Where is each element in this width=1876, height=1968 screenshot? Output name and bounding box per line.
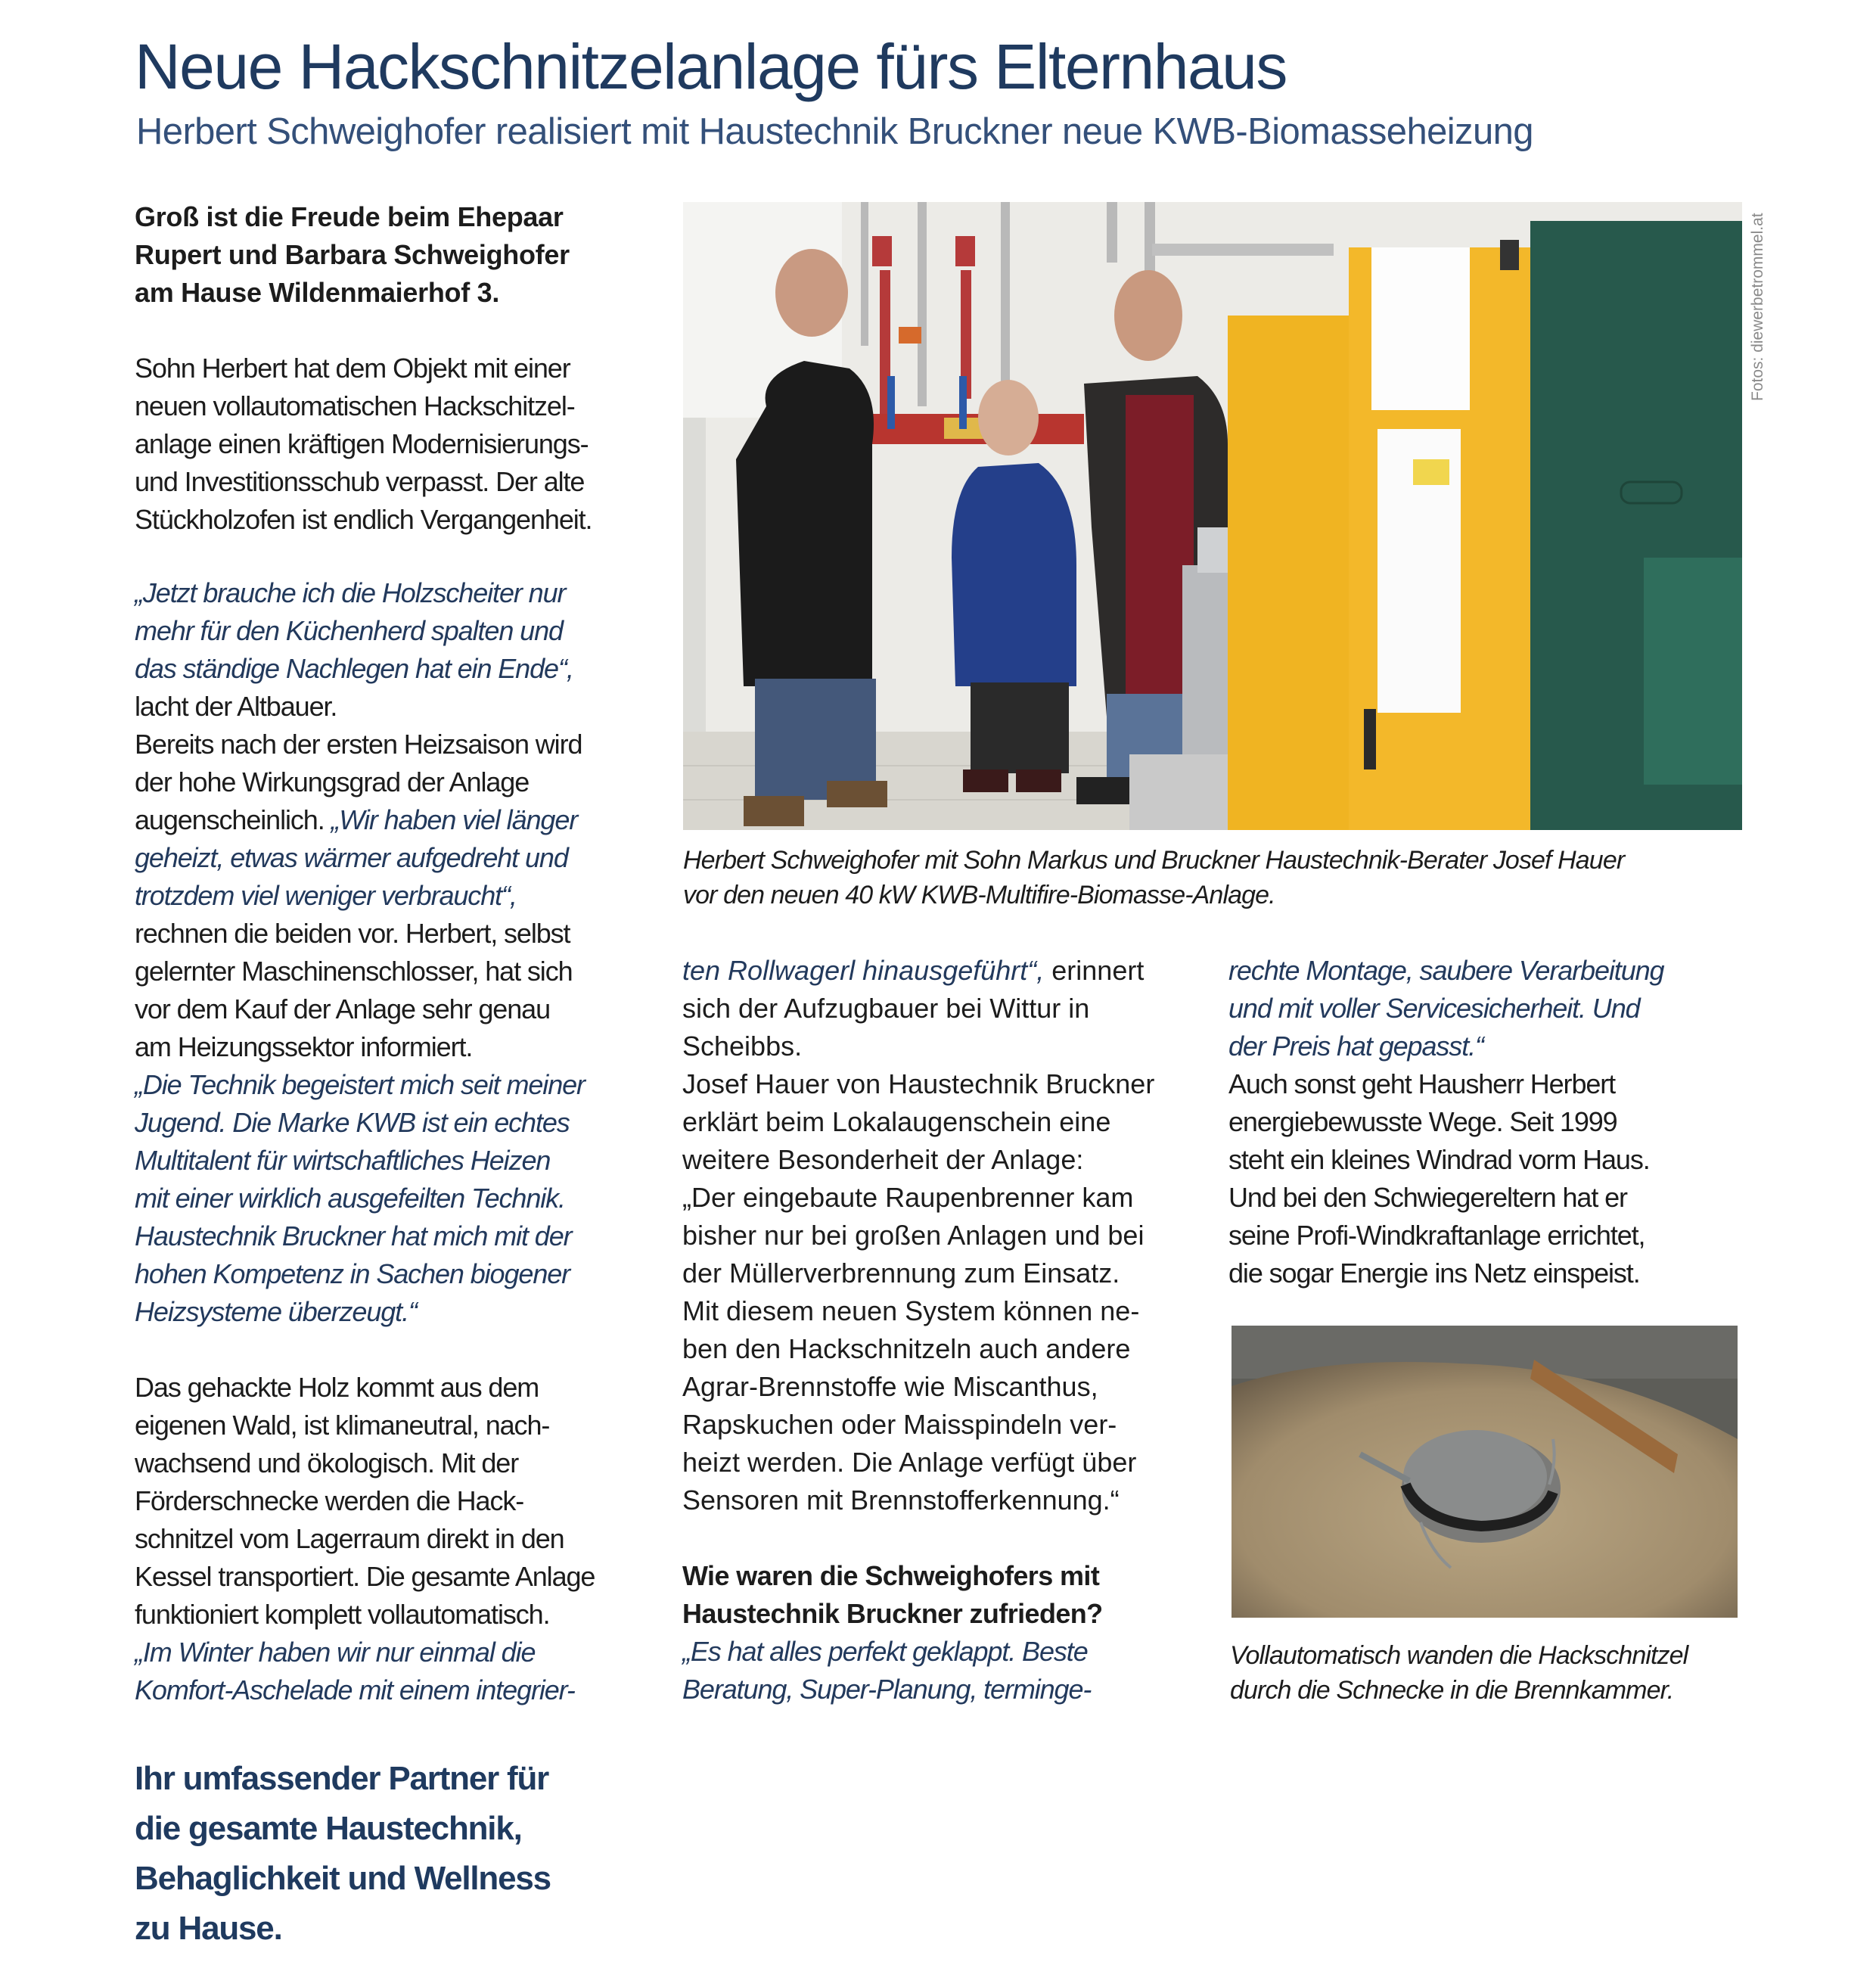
quote-line: „Jetzt brauche ich die Holzscheiter nur xyxy=(135,577,566,608)
body-line: gelernter Maschinenschlosser, hat sich xyxy=(135,956,573,987)
tagline-line: zu Hause. xyxy=(135,1910,282,1947)
quote-text: ten Rollwagerl hinausgeführt“, xyxy=(682,955,1045,986)
quote-line: und mit voller Servicesicherheit. Und xyxy=(1228,993,1640,1024)
woodchip-photo-illustration xyxy=(1232,1326,1738,1618)
body-line: heizt werden. Die Anlage verfügt über xyxy=(682,1447,1137,1478)
caption-line: vor den neuen 40 kW KWB-Multifire-Biomasse-Anlage. xyxy=(683,881,1275,909)
quote-line: mehr für den Küchenherd spalten und xyxy=(135,615,563,646)
tagline-line: Behaglichkeit und Wellness xyxy=(135,1860,551,1897)
main-photo-illustration xyxy=(683,202,1742,830)
lead-line: Rupert und Barbara Schweighofer xyxy=(135,239,570,270)
body-line: Josef Hauer von Haustechnik Bruckner xyxy=(682,1068,1155,1099)
quote-line: das ständige Nachlegen hat ein Ende“, xyxy=(135,653,573,684)
body-line: sich der Aufzugbauer bei Wittur in xyxy=(682,993,1090,1024)
article-title: Neue Hackschnitzelanlage fürs Elternhaus xyxy=(135,31,1287,102)
body-line: die sogar Energie ins Netz einspeist. xyxy=(1228,1258,1640,1289)
body-line: Bereits nach der ersten Heizsaison wird xyxy=(135,729,582,760)
spacer xyxy=(135,312,657,350)
lead-line: am Hause Wildenmaierhof 3. xyxy=(135,277,500,308)
body-line: Förderschnecke werden die Hack- xyxy=(135,1485,524,1516)
quote-line: rechte Montage, saubere Verarbeitung xyxy=(1228,955,1664,986)
mixed-line xyxy=(135,801,657,839)
caption-line: durch die Schnecke in die Brennkammer. xyxy=(1230,1676,1674,1705)
quote-line: Heizsysteme überzeugt.“ xyxy=(135,1296,417,1327)
body-line: Und bei den Schwiegereltern hat er xyxy=(1228,1182,1627,1213)
body-line: schnitzel vom Lagerraum direkt in den xyxy=(135,1523,564,1554)
lead-line: Groß ist die Freude beim Ehepaar xyxy=(135,201,564,232)
quote-line: Multitalent für wirtschaftliches Heizen xyxy=(135,1145,551,1176)
body-line: lacht der Altbauer. xyxy=(135,691,337,722)
body-line: wachsend und ökologisch. Mit der xyxy=(135,1447,519,1478)
body-line: anlage einen kräftigen Modernisierungs- xyxy=(135,428,589,459)
quote-line: Beratung, Super-Planung, terminge- xyxy=(682,1674,1092,1705)
woodchip-photo-caption xyxy=(1230,1638,1688,1708)
body-line: vor dem Kauf der Anlage sehr genau xyxy=(135,993,550,1024)
body-line: Das gehackte Holz kommt aus dem xyxy=(135,1372,539,1403)
interview-question: Haustechnik Bruckner zufrieden? xyxy=(682,1598,1103,1629)
woodchip-photo xyxy=(1232,1326,1738,1618)
body-text: erinnert xyxy=(1044,955,1145,986)
spacer xyxy=(135,539,657,574)
body-line: und Investitionsschub verpasst. Der alte xyxy=(135,466,585,497)
body-line: Stückholzofen ist endlich Vergangenheit. xyxy=(135,504,592,535)
article-subtitle: Herbert Schweighofer realisiert mit Haustechnik Bruckner neue KWB-Biomasseheizung xyxy=(136,111,1533,152)
spacer xyxy=(682,1519,1204,1557)
body-line: erklärt beim Lokalaugenschein eine xyxy=(682,1106,1111,1137)
main-photo-caption xyxy=(683,843,1624,912)
tagline-line: Ihr umfassender Partner für xyxy=(135,1760,549,1797)
quote-line: „Es hat alles perfekt geklappt. Beste xyxy=(682,1636,1088,1667)
tagline-line: die gesamte Haustechnik, xyxy=(135,1810,522,1847)
body-line: der Müllerverbrennung zum Einsatz. xyxy=(682,1258,1120,1289)
left-column xyxy=(135,198,657,1709)
caption-line: Herbert Schweighofer mit Sohn Markus und Bruckner Haustechnik-Berater Josef Hauer xyxy=(683,846,1625,875)
body-line: energiebewusste Wege. Seit 1999 xyxy=(1228,1106,1617,1137)
body-line: Kessel transportiert. Die gesamte Anlage xyxy=(135,1561,595,1592)
body-line: am Heizungssektor informiert. xyxy=(135,1031,473,1062)
mixed-line xyxy=(682,952,1204,990)
body-line: der hohe Wirkungsgrad der Anlage xyxy=(135,766,530,797)
quote-text: „Wir haben viel länger xyxy=(331,804,578,835)
quote-line: hohen Kompetenz in Sachen biogener xyxy=(135,1258,570,1289)
main-photo xyxy=(683,202,1742,830)
body-line: Mit diesem neuen System können ne- xyxy=(682,1295,1140,1326)
body-line: steht ein kleines Windrad vorm Haus. xyxy=(1228,1144,1650,1175)
body-line: bisher nur bei großen Anlagen und bei xyxy=(682,1220,1145,1251)
photo-credit: Fotos: diewerbetrommel.at xyxy=(1749,213,1766,401)
caption-line: Vollautomatisch wanden die Hackschnitzel xyxy=(1230,1641,1688,1670)
quote-line: Haustechnik Bruckner hat mich mit der xyxy=(135,1220,572,1251)
quote-line: der Preis hat gepasst.“ xyxy=(1228,1031,1483,1062)
quote-line: „Im Winter haben wir nur einmal die xyxy=(135,1637,536,1668)
body-line: weitere Besonderheit der Anlage: xyxy=(682,1144,1084,1175)
middle-column xyxy=(682,952,1204,1708)
spacer xyxy=(135,1331,657,1369)
body-line: neuen vollautomatischen Hackschitzel- xyxy=(135,390,575,421)
quote-line: geheizt, etwas wärmer aufgedreht und xyxy=(135,842,568,873)
body-line: Sensoren mit Brennstofferkennung.“ xyxy=(682,1485,1120,1516)
right-column xyxy=(1228,952,1750,1292)
quote-line: mit einer wirklich ausgefeilten Technik. xyxy=(135,1183,565,1214)
body-line: ben den Hackschnitzeln auch andere xyxy=(682,1333,1131,1364)
interview-question: Wie waren die Schweighofers mit xyxy=(682,1560,1100,1591)
body-line: Scheibbs. xyxy=(682,1031,803,1062)
quote-line: „Die Technik begeistert mich seit meiner xyxy=(135,1069,585,1100)
quote-line: Komfort-Aschelade mit einem integrier- xyxy=(135,1674,575,1705)
company-tagline xyxy=(135,1754,551,1954)
body-text: augenscheinlich. xyxy=(135,804,331,835)
body-line: Agrar-Brennstoffe wie Miscanthus, xyxy=(682,1371,1098,1402)
body-line: Rapskuchen oder Maisspindeln ver- xyxy=(682,1409,1117,1440)
quote-line: trotzdem viel weniger verbraucht“, xyxy=(135,880,517,911)
body-line: „Der eingebaute Raupenbrenner kam xyxy=(682,1182,1134,1213)
body-line: rechnen die beiden vor. Herbert, selbst xyxy=(135,918,570,949)
body-line: eigenen Wald, ist klimaneutral, nach- xyxy=(135,1410,550,1441)
body-line: funktioniert komplett vollautomatisch. xyxy=(135,1599,550,1630)
body-line: Sohn Herbert hat dem Objekt mit einer xyxy=(135,353,570,384)
body-line: Auch sonst geht Hausherr Herbert xyxy=(1228,1068,1616,1099)
quote-line: Jugend. Die Marke KWB ist ein echtes xyxy=(135,1107,570,1138)
body-line: seine Profi-Windkraftanlage errichtet, xyxy=(1228,1220,1645,1251)
